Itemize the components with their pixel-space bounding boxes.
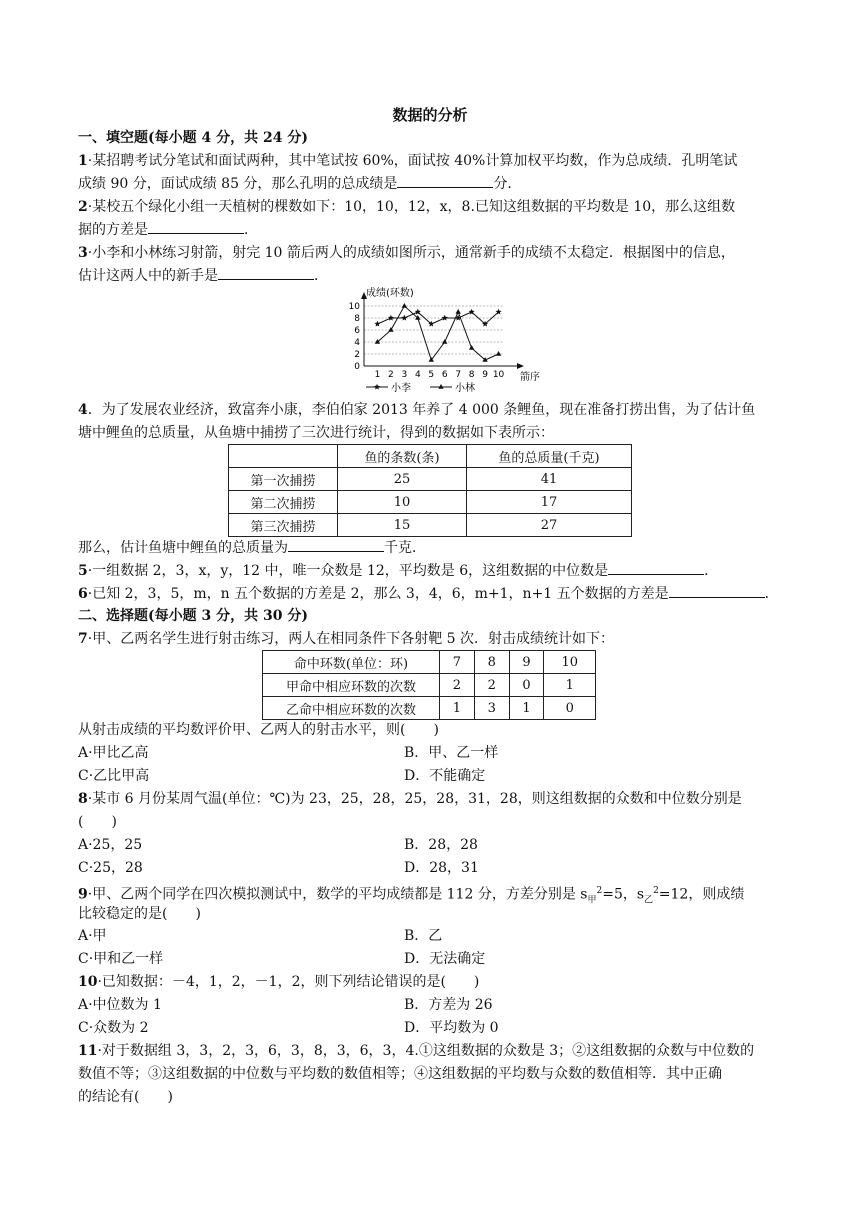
question-text: 分． — [493, 176, 522, 192]
answer-blank[interactable] — [288, 537, 384, 552]
legend-label: 小李 — [391, 383, 411, 394]
data-point-triangle — [496, 351, 501, 356]
y-tick-label: 10 — [348, 302, 360, 312]
question-text: ． — [704, 563, 719, 579]
table-cell: 第一次捕捞 — [229, 468, 338, 491]
table-cell: 2 — [440, 674, 475, 697]
question-text: ． — [244, 222, 258, 238]
superscript: 2 — [653, 886, 659, 896]
question-text: ·一组数据 2，3，x，y，12 中，唯一众数是 12，平均数是 6，这组数据的中位数是 — [87, 563, 609, 579]
table-cell: 0 — [544, 697, 596, 720]
question-text: ·已知数据：－4，1，2，－1，2，则下列结论错误的是( ) — [97, 974, 480, 990]
chart-grid — [364, 306, 504, 354]
table-header-cell — [229, 445, 338, 468]
option-c[interactable]: C·甲和乙一样 — [78, 951, 164, 967]
question-number: 10 — [78, 974, 98, 990]
table-header-cell: 鱼的条数(条) — [338, 445, 467, 468]
table-cell: 3 — [474, 697, 509, 720]
question-5 — [78, 560, 718, 582]
question-2-line-2 — [78, 219, 258, 241]
superscript: 2 — [596, 886, 603, 896]
table-row — [263, 651, 596, 674]
data-point-star — [442, 315, 448, 321]
answer-blank[interactable] — [397, 173, 493, 188]
shooting-score-table — [262, 650, 596, 720]
option-b[interactable]: B．28，28 — [404, 837, 478, 853]
table-cell: 7 — [440, 651, 475, 674]
option-d[interactable]: D．无法确定 — [404, 951, 486, 967]
option-a[interactable]: A·甲比乙高 — [78, 745, 149, 761]
question-number: 1 — [78, 153, 88, 169]
question-text: 成绩 90 分，面试成绩 85 分，那么孔明的总成绩是 — [78, 176, 398, 192]
question-text: =5，s — [602, 886, 645, 903]
question-11-line-3: 的结论有( ) — [78, 1089, 173, 1105]
table-cell: 10 — [338, 491, 467, 514]
question-3-line-1 — [78, 242, 735, 264]
table-row — [229, 468, 632, 491]
option-c[interactable]: C·众数为 2 — [78, 1020, 149, 1036]
score-line-chart — [330, 288, 540, 394]
question-11-line-1 — [78, 1040, 754, 1062]
question-6 — [78, 583, 779, 605]
chart-axes — [361, 292, 524, 369]
table-cell: 15 — [338, 514, 467, 537]
data-point-star — [374, 384, 380, 390]
option-a[interactable]: A·甲 — [78, 928, 107, 944]
option-b[interactable]: B．甲、乙一样 — [404, 745, 499, 761]
question-text: ． — [314, 268, 328, 284]
table-cell: 27 — [467, 514, 632, 537]
x-tick-label: 2 — [388, 370, 394, 380]
data-point-triangle — [388, 327, 393, 332]
x-tick-label: 6 — [441, 370, 448, 380]
table-cell: 命中环数(单位：环) — [263, 651, 440, 674]
question-number: 6 — [78, 586, 88, 602]
data-point-triangle — [442, 339, 447, 344]
table-cell: 10 — [544, 651, 596, 674]
question-number: 2 — [78, 199, 88, 215]
question-number: 9 — [78, 886, 88, 903]
answer-blank[interactable] — [218, 265, 314, 280]
question-4-line-3 — [78, 537, 426, 559]
series-line — [378, 306, 499, 360]
question-number: 3 — [78, 245, 88, 261]
table-cell: 2 — [474, 674, 509, 697]
data-point-star — [374, 321, 380, 327]
table-header-row — [229, 445, 632, 468]
question-number: 4 — [78, 402, 88, 418]
table-cell: 41 — [467, 468, 632, 491]
question-text: ·甲、乙两个同学在四次模拟测试中，数学的平均成绩都是 112 分，方差分别是 s — [87, 886, 588, 903]
option-c[interactable]: C·乙比甲高 — [78, 768, 150, 784]
question-text: ·甲、乙两名学生进行射击练习，两人在相同条件下各射靶 5 次．射击成绩统计如下： — [87, 631, 615, 647]
x-tick-label: 3 — [401, 370, 408, 380]
question-11-line-2: 数值不等；③这组数据的中位数与平均数的数值相等；④这组数据的平均数与众数的数值相等．其中正确 — [78, 1066, 722, 1082]
question-text: ．为了发展农业经济，致富奔小康，李伯伯家 2013 年养了 4 000 条鲤鱼，现在准备打捞出售，为了估计鱼 — [87, 402, 756, 418]
x-tick-label: 5 — [428, 370, 435, 380]
subscript: 甲 — [587, 895, 597, 906]
question-text: ． — [764, 586, 779, 602]
question-3-line-2 — [78, 265, 328, 287]
table-cell: 第二次捕捞 — [229, 491, 338, 514]
data-point-triangle — [469, 345, 474, 350]
y-tick-label: 0 — [354, 362, 360, 372]
section-heading-fill-blank: 一、填空题(每小题 4 分，共 24 分) — [78, 130, 308, 146]
question-2-line-1 — [78, 196, 735, 218]
table-header-cell: 鱼的总质量(千克) — [467, 445, 632, 468]
chart-series — [374, 303, 501, 362]
x-tick-label: 4 — [414, 370, 421, 380]
table-cell: 9 — [509, 651, 544, 674]
option-a[interactable]: A·25，25 — [78, 837, 143, 853]
x-tick-label: 1 — [374, 370, 381, 380]
option-b[interactable]: B．乙 — [404, 928, 443, 944]
question-text: ·已知 2，3，5，m，n 五个数据的方差是 2，那么 3，4，6，m+1，n+1 五个数据的方差是 — [87, 586, 669, 602]
table-cell: 1 — [440, 697, 475, 720]
question-text: ·小李和小林练习射箭，射完 10 箭后两人的成绩如图所示，通常新手的成绩不太稳定．根据图中的信息， — [87, 245, 735, 261]
table-cell: 甲命中相应环数的次数 — [263, 674, 440, 697]
legend-label: 小林 — [455, 383, 475, 394]
question-text: ·某招聘考试分笔试和面试两种，其中笔试按 60%，面试按 40%计算加权平均数，作为总成绩．孔明笔试 — [87, 153, 738, 169]
table-cell: 乙命中相应环数的次数 — [263, 697, 440, 720]
question-4-line-2: 塘中鲤鱼的总质量，从鱼塘中捕捞了三次进行统计，得到的数据如下表所示： — [78, 425, 554, 441]
section-heading-multiple-choice: 二、选择题(每小题 3 分，共 30 分) — [78, 608, 308, 624]
question-text: 那么，估计鱼塘中鲤鱼的总质量为 — [78, 540, 288, 556]
question-1-line-1 — [78, 150, 737, 172]
option-a[interactable]: A·中位数为 1 — [78, 997, 162, 1013]
table-cell: 1 — [509, 697, 544, 720]
question-9-line-2: 比较稳定的是( ) — [78, 906, 201, 922]
question-number: 8 — [78, 791, 88, 807]
data-point-triangle — [402, 303, 407, 308]
page-title: 数据的分析 — [392, 106, 468, 124]
question-7-line-1 — [78, 628, 614, 650]
table-cell: 8 — [474, 651, 509, 674]
question-number: 7 — [78, 631, 88, 647]
y-tick-label: 4 — [354, 338, 360, 348]
answer-blank[interactable] — [608, 560, 704, 575]
option-d[interactable]: D．28，31 — [404, 860, 479, 876]
y-tick-label: 6 — [354, 326, 360, 336]
subscript: 乙 — [644, 895, 654, 906]
table-row — [229, 514, 632, 537]
question-text: ·对于数据组 3，3，2，3，6，3，8，3，6，3，4.①这组数据的众数是 3；②这组数据的众数与中位数的 — [97, 1043, 755, 1059]
answer-blank[interactable] — [148, 219, 244, 234]
question-text: ·某市 6 月份某周气温(单位：℃)为 23，25，28，25，28，31，28，则这组数据的众数和中位数分别是 — [87, 791, 742, 807]
table-cell: 0 — [509, 674, 544, 697]
question-text: =12，则成绩 — [658, 886, 745, 903]
option-c[interactable]: C·25，28 — [78, 860, 143, 876]
y-tick-label: 8 — [354, 314, 360, 324]
x-tick-label: 10 — [492, 370, 505, 380]
fish-catch-table — [228, 444, 632, 537]
question-text: ·某校五个绿化小组一天植树的棵数如下：10，10，12，x，8.已知这组数据的平均数是 10，那么这组数 — [87, 199, 736, 215]
table-row — [263, 697, 596, 720]
question-4-line-1 — [78, 399, 755, 421]
question-8-line-1 — [78, 788, 742, 810]
answer-blank[interactable] — [669, 583, 765, 598]
y-tick-label: 2 — [354, 350, 360, 360]
table-row — [263, 674, 596, 697]
data-point-star — [388, 315, 394, 321]
question-number: 5 — [78, 563, 88, 579]
x-tick-label: 8 — [468, 370, 475, 380]
question-7-line-2: 从射击成绩的平均数评价甲、乙两人的射击水平，则( ) — [78, 722, 439, 738]
table-row — [229, 491, 632, 514]
x-axis-arrow — [517, 363, 524, 369]
table-cell: 1 — [544, 674, 596, 697]
question-10-line-1 — [78, 971, 479, 993]
x-axis-label: 箭序 — [520, 372, 540, 383]
question-text: 据的方差是 — [78, 222, 148, 238]
option-d[interactable]: D．不能确定 — [404, 768, 486, 784]
table-cell: 25 — [338, 468, 467, 491]
question-number: 11 — [78, 1043, 98, 1059]
option-b[interactable]: B．方差为 26 — [404, 997, 493, 1013]
data-point-star — [401, 315, 407, 321]
data-point-triangle — [438, 384, 443, 389]
x-tick-label: 7 — [455, 370, 462, 380]
question-1-line-2 — [78, 173, 521, 195]
x-tick-label: 9 — [482, 370, 488, 380]
option-d[interactable]: D．平均数为 0 — [404, 1020, 499, 1036]
question-8-line-2: ( ) — [78, 814, 117, 830]
question-text: 估计这两人中的新手是 — [78, 268, 218, 284]
data-point-triangle — [455, 309, 460, 314]
table-cell: 17 — [467, 491, 632, 514]
y-axis-label: 成绩(环数) — [366, 288, 414, 299]
table-cell: 第三次捕捞 — [229, 514, 338, 537]
question-text: 千克． — [384, 540, 426, 556]
